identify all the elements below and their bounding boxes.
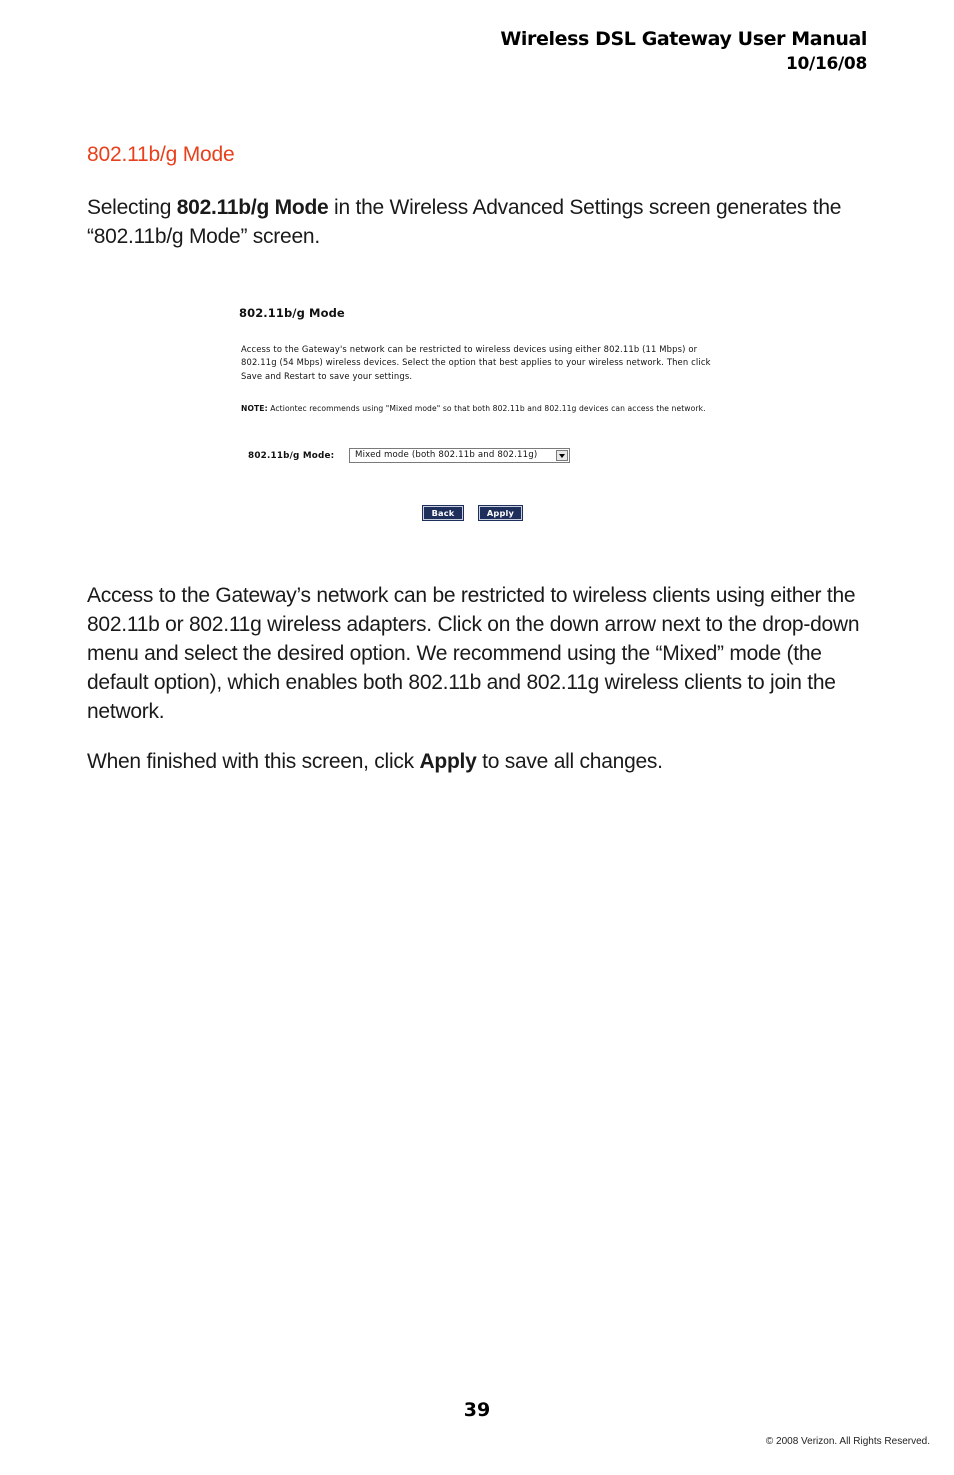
- intro-prefix: Selecting: [87, 196, 177, 219]
- finish-paragraph: [87, 747, 877, 776]
- intro-suffix: in the Wireless Advanced Settings screen generates the “802.11b/g Mode” screen.: [87, 196, 842, 248]
- screenshot-note: [241, 403, 711, 415]
- page-header: [500, 26, 867, 76]
- note-text: Actiontec recommends using "Mixed mode" so that both 802.11b and 802.11g devices can access the network.: [267, 404, 706, 413]
- intro-bold: 802.11b/g Mode: [176, 196, 329, 219]
- chevron-down-icon[interactable]: [556, 450, 568, 461]
- mode-screenshot: [232, 300, 717, 530]
- finish-bold: Apply: [419, 750, 477, 773]
- intro-paragraph: [87, 193, 877, 251]
- page-number: 39: [463, 1399, 491, 1421]
- description-paragraph: Access to the Gateway’s network can be restricted to wireless clients using either the 802.11b or 802.11g wireless adapters. Click on the down arrow next to the drop-down menu and select the desired option. We recommend using the “Mixed” mode (the default option), which enables both 802.11b and 802.11g wireless clients to join the network.: [87, 584, 860, 723]
- note-label: NOTE:: [241, 404, 268, 413]
- screenshot-title: 802.11b/g Mode: [239, 306, 345, 320]
- copyright-notice: © 2008 Verizon. All Rights Reserved.: [765, 1436, 930, 1447]
- back-button[interactable]: Back: [423, 506, 463, 520]
- section-title: 802.11b/g Mode: [87, 143, 235, 166]
- mode-select-value: Mixed mode (both 802.11b and 802.11g): [355, 450, 538, 460]
- mode-select[interactable]: [349, 448, 570, 463]
- finish-suffix: to save all changes.: [476, 750, 663, 773]
- mode-field-label: 802.11b/g Mode:: [248, 451, 335, 461]
- manual-date: 10/16/08: [786, 54, 867, 74]
- manual-title: Wireless DSL Gateway User Manual: [500, 28, 867, 50]
- apply-button[interactable]: Apply: [479, 506, 522, 520]
- finish-prefix: When finished with this screen, click: [87, 750, 420, 773]
- screenshot-description: Access to the Gateway's network can be restricted to wireless devices using either 802.11b (11 Mbps) or 802.11g (54 Mbps) wireless devices. Select the option that best applies to your wireless network. Then click Save and Restart to save your settings.: [241, 344, 711, 381]
